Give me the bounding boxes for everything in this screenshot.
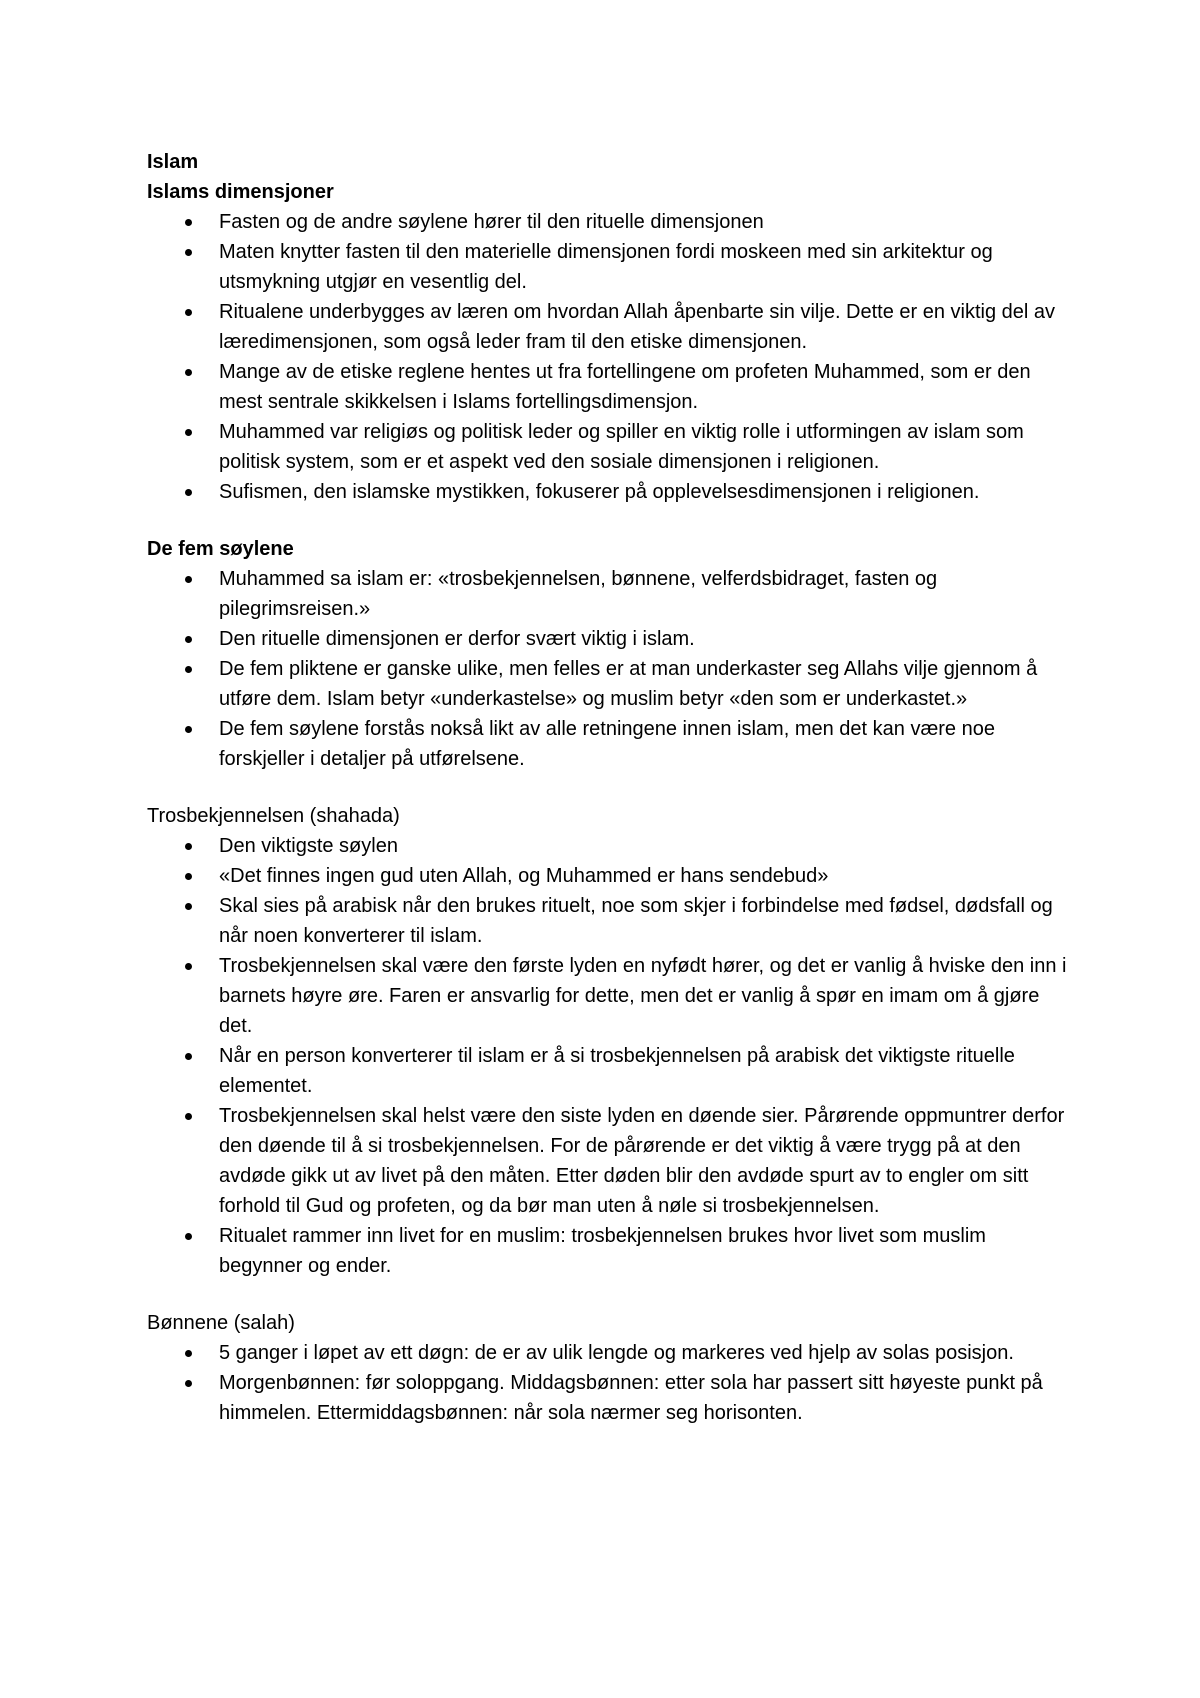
section-de-fem-soylene (147, 534, 1067, 774)
bullet-icon (185, 666, 192, 673)
bullet-icon (185, 1380, 192, 1387)
bullet-icon (185, 249, 192, 256)
list-item (147, 654, 1067, 714)
bullet-icon (185, 1350, 192, 1357)
bullet-icon (185, 429, 192, 436)
bullet-icon (185, 1053, 192, 1060)
bullet-icon (185, 309, 192, 316)
bullet-icon (185, 873, 192, 880)
list-item-text: Morgenbønnen: før soloppgang. Middagsbønnen: etter sola har passert sitt høyeste punkt på himmelen. Ettermiddagsbønnen: når sola nærmer seg horisonten. (219, 1372, 1043, 1424)
bullet-icon (185, 636, 192, 643)
list-item-text: Den viktigste søylen (219, 835, 398, 857)
document-page (147, 147, 1067, 1455)
section-trosbekjennelsen (147, 801, 1067, 1281)
bullet-list (147, 831, 1067, 1281)
list-item (147, 237, 1067, 297)
list-item-text: Trosbekjennelsen skal helst være den siste lyden en døende sier. Pårørende oppmuntrer derfor den døende til å si trosbekjennelsen. For de pårørende er det viktig å være trygg på at den avdøde gikk ut av livet på den måten. Etter døden blir den avdøde spurt av to engler om sitt forhold til Gud og profeten, og da bør man uten å nøle si trosbekjennelsen. (219, 1105, 1065, 1217)
section-heading: Bønnene (salah) (147, 1312, 295, 1334)
list-item (147, 207, 1067, 237)
bullet-list (147, 1338, 1067, 1428)
list-item (147, 417, 1067, 477)
bullet-list (147, 564, 1067, 774)
list-item (147, 1368, 1067, 1428)
list-item (147, 831, 1067, 861)
section-islams-dimensjoner (147, 177, 1067, 507)
list-item (147, 861, 1067, 891)
list-item (147, 624, 1067, 654)
document-title: Islam (147, 151, 199, 173)
list-item-text: Mange av de etiske reglene hentes ut fra fortellingene om profeten Muhammed, som er den mest sentrale skikkelsen i Islams fortellingsdimensjon. (219, 361, 1031, 413)
section-heading: Islams dimensjoner (147, 181, 334, 203)
list-item (147, 1221, 1067, 1281)
list-item-text: «Det finnes ingen gud uten Allah, og Muhammed er hans sendebud» (219, 865, 829, 887)
list-item (147, 891, 1067, 951)
list-item-text: Sufismen, den islamske mystikken, fokuserer på opplevelsesdimensjonen i religionen. (219, 481, 980, 503)
list-item (147, 714, 1067, 774)
list-item-text: Muhammed sa islam er: «trosbekjennelsen, bønnene, velferdsbidraget, fasten og pilegrimsreisen.» (219, 568, 938, 620)
list-item-text: Fasten og de andre søylene hører til den rituelle dimensjonen (219, 211, 764, 233)
bullet-icon (185, 489, 192, 496)
list-item (147, 564, 1067, 624)
bullet-icon (185, 1233, 192, 1240)
section-heading: Trosbekjennelsen (shahada) (147, 805, 400, 827)
bullet-icon (185, 903, 192, 910)
list-item-text: 5 ganger i løpet av ett døgn: de er av ulik lengde og markeres ved hjelp av solas posisjon. (219, 1342, 1014, 1364)
list-item (147, 1101, 1067, 1221)
list-item-text: De fem pliktene er ganske ulike, men felles er at man underkaster seg Allahs vilje gjennom å utføre dem. Islam betyr «underkastelse» og muslim betyr «den som er underkastet.» (219, 658, 1038, 710)
bullet-icon (185, 369, 192, 376)
list-item (147, 357, 1067, 417)
list-item-text: Maten knytter fasten til den materielle dimensjonen fordi moskeen med sin arkitektur og utsmykning utgjør en vesentlig del. (219, 241, 993, 293)
list-item (147, 297, 1067, 357)
bullet-icon (185, 963, 192, 970)
list-item-text: Trosbekjennelsen skal være den første lyden en nyfødt hører, og det er vanlig å hviske den inn i barnets høyre øre. Faren er ansvarlig for dette, men det er vanlig å spør en imam om å gjøre det. (219, 955, 1067, 1037)
list-item-text: Skal sies på arabisk når den brukes rituelt, noe som skjer i forbindelse med fødsel, dødsfall og når noen konverterer til islam. (219, 895, 1053, 947)
bullet-list (147, 207, 1067, 507)
list-item-text: Når en person konverterer til islam er å si trosbekjennelsen på arabisk det viktigste rituelle elementet. (219, 1045, 1015, 1097)
bullet-icon (185, 843, 192, 850)
list-item-text: Ritualet rammer inn livet for en muslim: trosbekjennelsen brukes hvor livet som muslim begynner og ender. (219, 1225, 986, 1277)
list-item-text: Ritualene underbygges av læren om hvordan Allah åpenbarte sin vilje. Dette er en viktig del av læredimensjonen, som også leder fram til den etiske dimensjonen. (219, 301, 1056, 353)
bullet-icon (185, 726, 192, 733)
list-item-text: De fem søylene forstås nokså likt av alle retningene innen islam, men det kan være noe forskjeller i detaljer på utførelsene. (219, 718, 995, 770)
list-item-text: Muhammed var religiøs og politisk leder og spiller en viktig rolle i utformingen av islam som politisk system, som er et aspekt ved den sosiale dimensjonen i religionen. (219, 421, 1024, 473)
bullet-icon (185, 576, 192, 583)
bullet-icon (185, 1113, 192, 1120)
list-item (147, 477, 1067, 507)
section-heading: De fem søylene (147, 538, 294, 560)
bullet-icon (185, 219, 192, 226)
section-bonnene (147, 1308, 1067, 1428)
list-item (147, 1041, 1067, 1101)
list-item (147, 1338, 1067, 1368)
list-item (147, 951, 1067, 1041)
list-item-text: Den rituelle dimensjonen er derfor svært viktig i islam. (219, 628, 695, 650)
